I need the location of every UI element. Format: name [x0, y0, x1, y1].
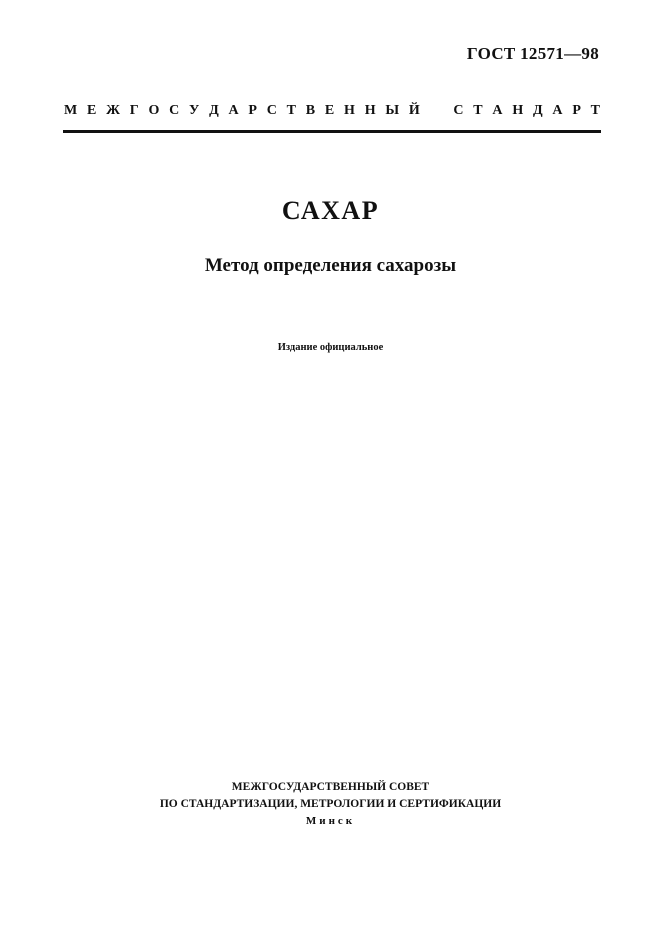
standard-type-letter: Д: [532, 103, 543, 118]
standard-type-letter: Й: [408, 103, 420, 118]
standard-type-heading: [64, 102, 600, 120]
standard-type-space: [430, 102, 444, 120]
document-subtitle: Метод определения сахарозы: [204, 255, 457, 276]
edition-note: Издание официальное: [277, 342, 384, 353]
standard-type-letter: Н: [344, 103, 355, 118]
publisher-block: [0, 779, 661, 830]
standard-type-letter: О: [148, 103, 160, 118]
standard-type-letter: С: [453, 103, 464, 118]
standard-type-letter: Р: [572, 103, 581, 118]
standard-type-letter: Т: [473, 103, 483, 118]
standard-type-letter: С: [169, 103, 180, 118]
standard-type-letter: М: [64, 103, 78, 118]
standard-type-letter: Н: [364, 103, 376, 118]
publisher-line-2: ПО СТАНДАРТИЗАЦИИ, МЕТРОЛОГИИ И СЕРТИФИКАЦИИ: [159, 798, 502, 810]
standard-type-letter: В: [305, 103, 316, 118]
standard-type-letter: С: [266, 103, 277, 118]
standard-type-letter: Н: [512, 103, 524, 118]
standard-type-letter: Т: [286, 103, 297, 118]
standard-type-letter: Р: [248, 103, 257, 118]
standard-type-letter: Ж: [106, 103, 120, 118]
standard-type-letter: А: [492, 103, 503, 118]
standard-type-letter: А: [552, 103, 563, 118]
standard-type-letter: Ы: [385, 103, 400, 118]
publisher-line-1: МЕЖГОСУДАРСТВЕННЫЙ СОВЕТ: [231, 781, 430, 793]
document-title: САХАР: [281, 196, 380, 225]
standard-type-letter: Е: [324, 103, 335, 118]
document-code: ГОСТ 12571—98: [466, 44, 599, 63]
standard-type-letter: У: [189, 103, 200, 118]
standard-type-letter: Д: [209, 103, 219, 118]
publisher-city: Минск: [305, 815, 356, 827]
standard-type-letter: Е: [87, 103, 97, 118]
header-rule: [63, 130, 601, 133]
standard-type-letter: А: [228, 103, 239, 118]
standard-type-letter: Г: [129, 103, 139, 118]
standard-type-letter: Т: [590, 103, 600, 118]
